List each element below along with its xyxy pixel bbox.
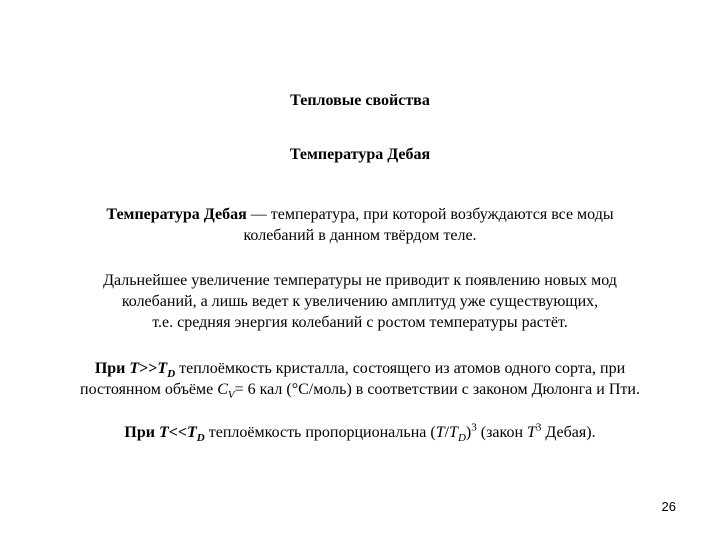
symbol-TD: T <box>187 424 197 441</box>
high-temp-lead: При <box>94 360 130 377</box>
symbol-T: T <box>129 360 140 377</box>
symbol-TD: T <box>157 360 168 377</box>
increase-line-1: Дальнейшее увеличение температуры не приводит к появлению новых мод <box>103 272 617 289</box>
paragraph-definition <box>0 204 720 246</box>
slide-title: Тепловые свойства <box>290 92 430 109</box>
law-exponent: 3 <box>535 421 542 434</box>
high-temp-text: теплоёмкость кристалла, состоящего из атомов одного сорта, при <box>175 360 626 377</box>
symbol-T: T <box>158 424 169 441</box>
increase-line-3: т.е. средняя энергия колебаний с ростом температуры растёт. <box>152 314 568 331</box>
paragraph-increase <box>0 270 720 333</box>
definition-line-2: колебаний в данном твёрдом теле. <box>243 227 477 244</box>
subscript-D: D <box>167 368 176 381</box>
high-temp-line-2 <box>0 379 720 400</box>
subscript-D: D <box>196 432 205 445</box>
ratio-subscript-D: D <box>457 432 466 445</box>
paragraph-low-temperature <box>0 422 720 443</box>
much-less-sign: << <box>168 424 187 441</box>
ratio-exponent: 3 <box>471 421 477 434</box>
low-temp-lead: При <box>124 424 159 441</box>
high-temp-text-2b: = 6 кал (°С/моль) в соответствии с законом Дюлонга и Пти. <box>234 381 640 398</box>
ratio-close: ) <box>465 424 472 441</box>
high-temp-text-2a: постоянном объёме <box>80 381 218 398</box>
subscript-V: V <box>227 389 235 402</box>
ratio-TD: T <box>449 424 458 441</box>
much-greater-sign: >> <box>139 360 158 377</box>
low-temp-text-b: (закон <box>476 424 528 441</box>
ratio-slash: / <box>444 424 450 441</box>
high-temp-line-1 <box>0 358 720 379</box>
law-T: T <box>527 424 536 441</box>
low-temp-line <box>0 422 720 443</box>
slide-subtitle: Температура Дебая <box>289 146 431 163</box>
page-number: 26 <box>661 499 676 514</box>
definition-term: Температура Дебая <box>106 206 247 223</box>
low-temp-text-a: теплоёмкость пропорциональна ( <box>204 424 436 441</box>
definition-text: — температура, при которой возбуждаются все моды <box>246 206 614 223</box>
ratio-T: T <box>435 424 445 441</box>
increase-line-2: колебаний, а лишь ведет к увеличению амплитуд уже существующих, <box>121 293 599 310</box>
symbol-C: C <box>217 381 228 398</box>
paragraph-high-temperature <box>0 358 720 400</box>
low-temp-text-c: Дебая). <box>541 424 596 441</box>
definition-line-1 <box>0 204 720 225</box>
